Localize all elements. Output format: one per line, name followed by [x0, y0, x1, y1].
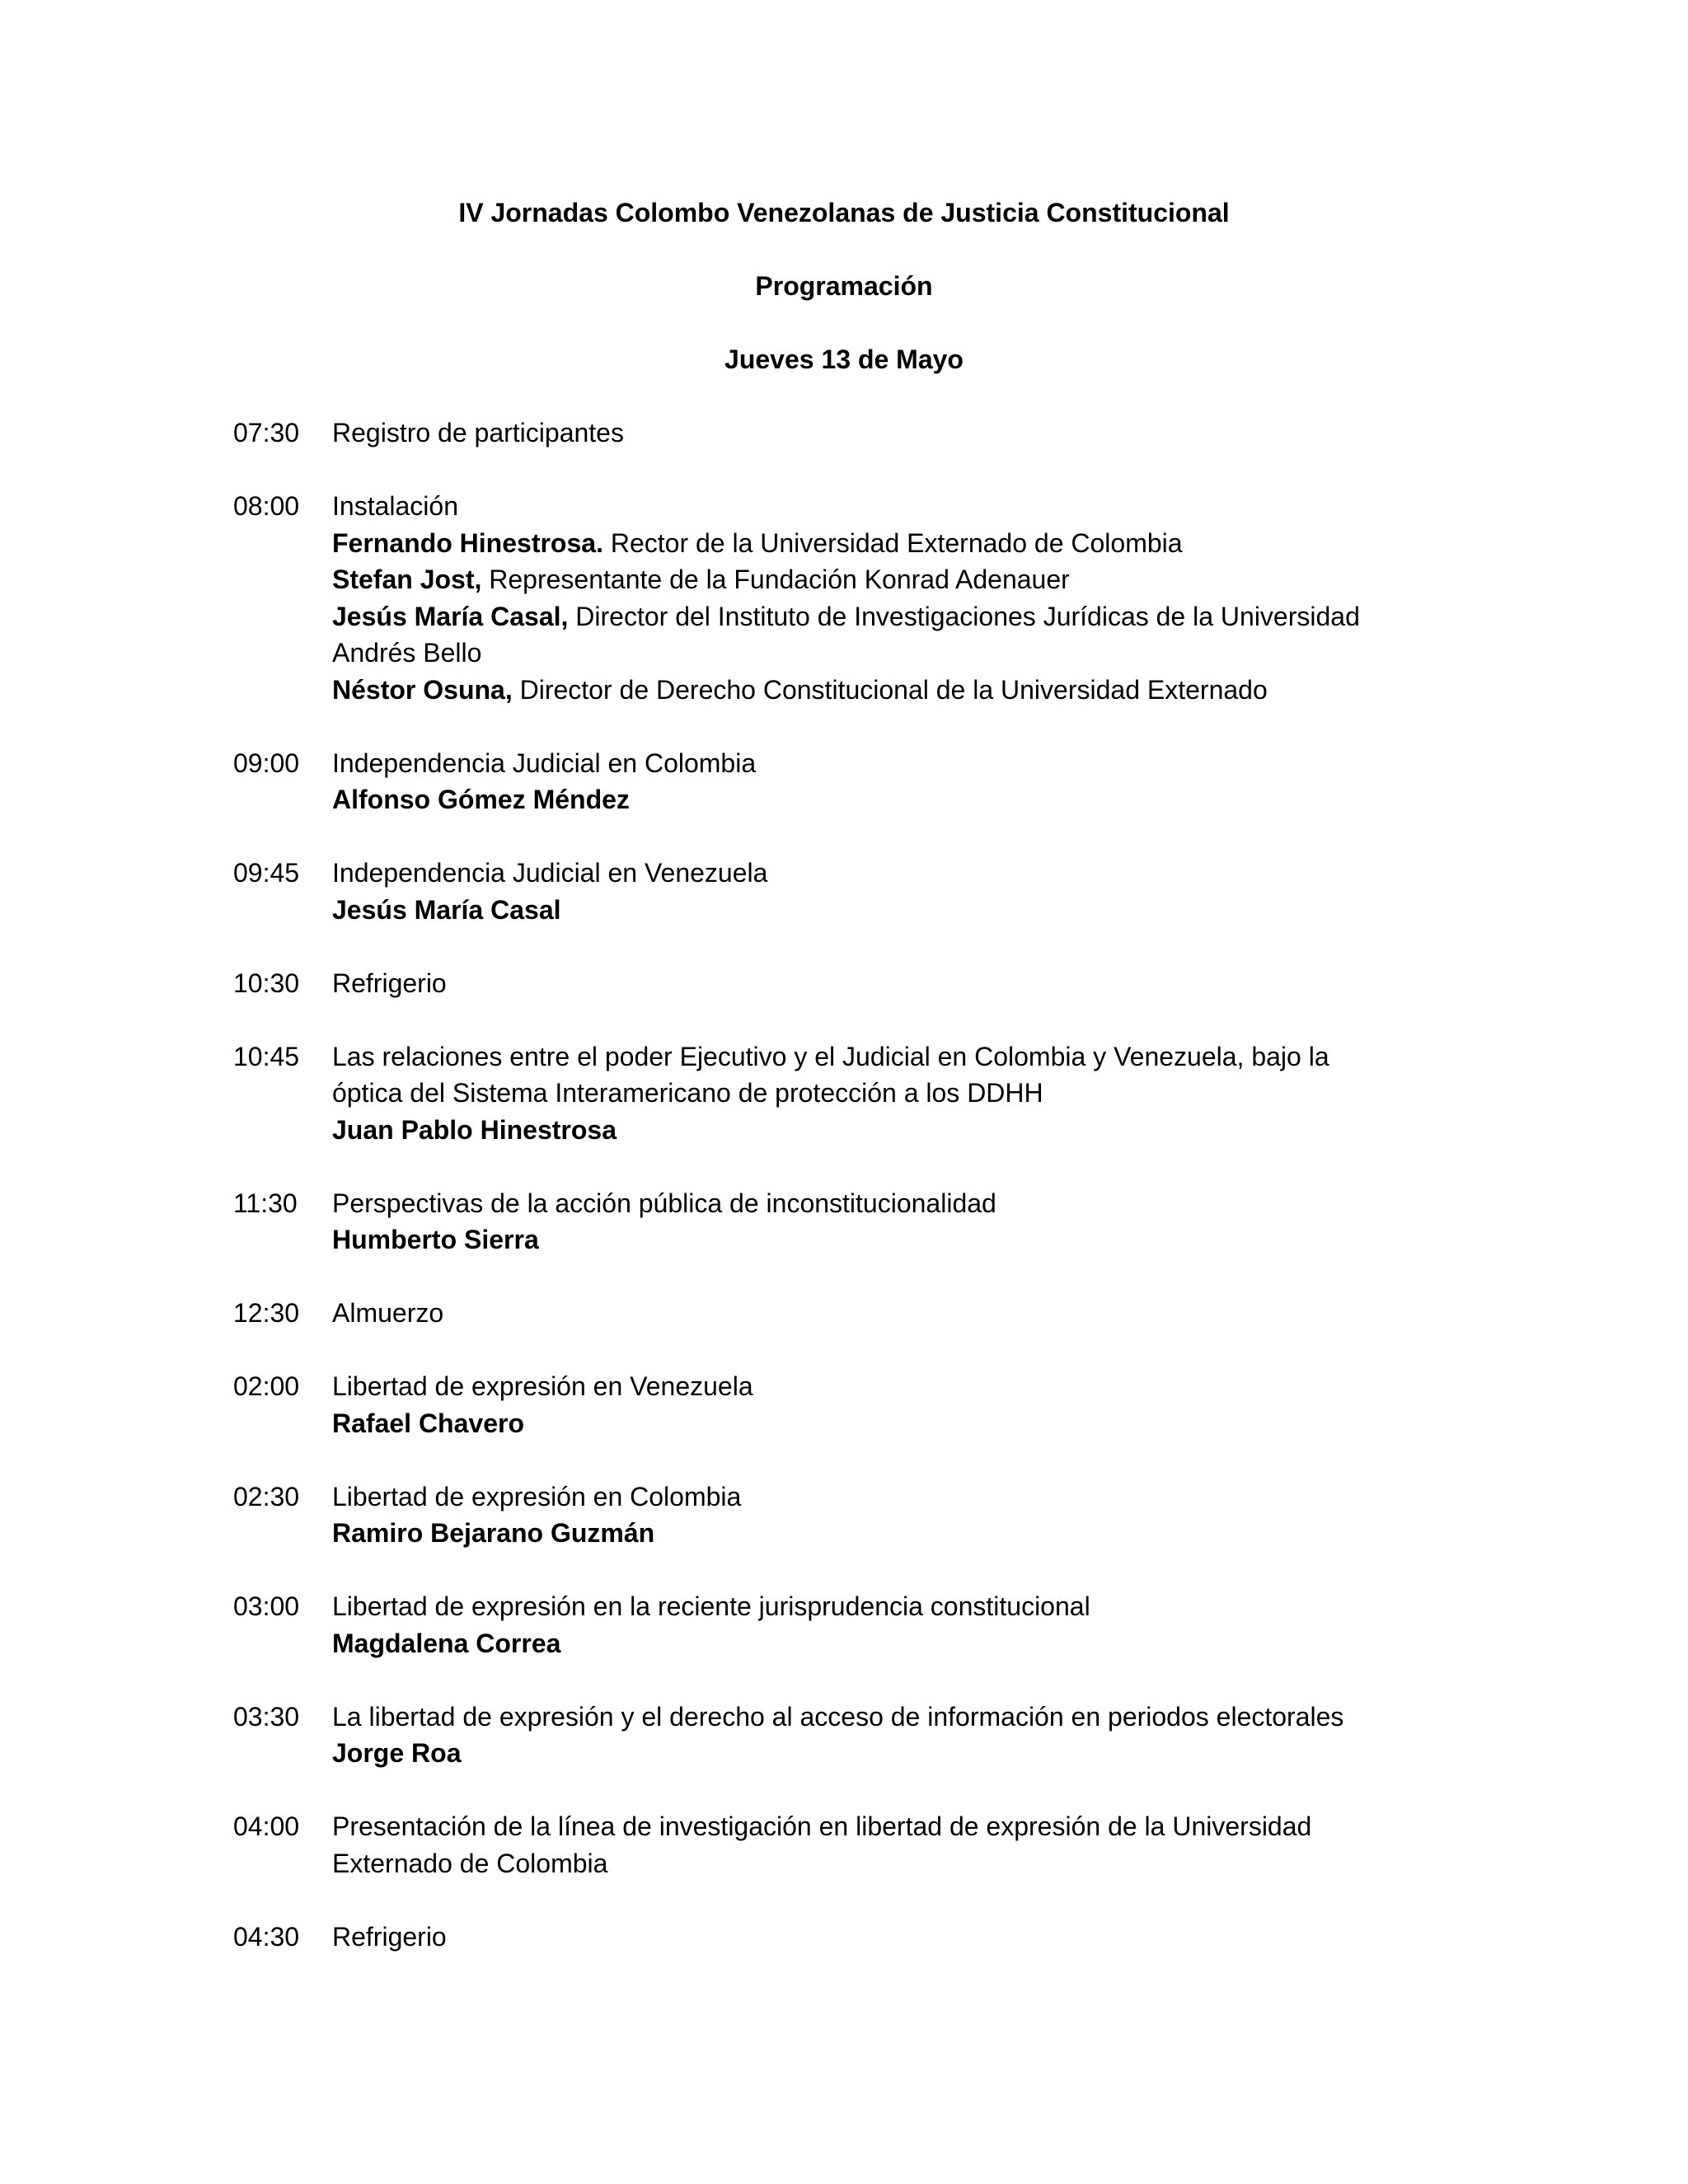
entry-content	[332, 745, 1453, 818]
speaker-role-continuation: Andrés Bello	[332, 638, 482, 668]
entry-content	[332, 415, 1453, 452]
entry-time: 03:30	[233, 1701, 300, 1732]
entry-title: Presentación de la línea de investigación en libertad de expresión de la Universidad	[332, 1811, 1312, 1841]
entry-speaker: Juan Pablo Hinestrosa	[332, 1114, 617, 1145]
entry-content	[332, 1808, 1453, 1882]
schedule-entry	[233, 745, 1453, 818]
entry-title: La libertad de expresión y el derecho al acceso de información en periodos electorales	[332, 1701, 1344, 1732]
entry-title: Independencia Judicial en Venezuela	[332, 858, 768, 888]
installation-speaker	[332, 525, 1453, 562]
entry-title: Independencia Judicial en Colombia	[332, 748, 757, 778]
entry-time: 11:30	[233, 1188, 298, 1218]
entry-speaker: Rafael Chavero	[332, 1408, 524, 1438]
schedule-entry	[233, 1368, 1453, 1441]
document-subtitle: Programación	[755, 271, 933, 301]
entry-title: Libertad de expresión en Colombia	[332, 1481, 742, 1511]
entry-time: 07:30	[233, 418, 300, 448]
entry-speaker: Magdalena Correa	[332, 1628, 561, 1658]
entry-title: Almuerzo	[332, 1298, 444, 1328]
entry-content	[332, 1588, 1453, 1661]
entry-time: 02:00	[233, 1371, 300, 1401]
entry-time: 09:45	[233, 858, 300, 888]
entry-speaker: Jesús María Casal	[332, 894, 561, 925]
entry-title: Perspectivas de la acción pública de inconstitucionalidad	[332, 1188, 996, 1218]
schedule-entry	[233, 1699, 1453, 1772]
entry-content	[332, 1295, 1453, 1332]
entry-time: 12:30	[233, 1298, 300, 1328]
installation-speaker	[332, 561, 1453, 598]
speaker-name: Néstor Osuna,	[332, 674, 513, 705]
installation-speaker	[332, 672, 1453, 709]
entry-content	[332, 1699, 1453, 1772]
installation-speaker	[332, 598, 1453, 635]
entry-speaker: Humberto Sierra	[332, 1225, 539, 1254]
speaker-name: Jesús María Casal,	[332, 601, 569, 631]
schedule-entry	[233, 855, 1453, 928]
speaker-name: Fernando Hinestrosa.	[332, 527, 603, 558]
speaker-role: Rector de la Universidad Externado de Colombia	[603, 527, 1183, 558]
entry-time: 02:30	[233, 1481, 300, 1511]
entry-content	[332, 965, 1453, 1002]
entry-title-continuation: Externado de Colombia	[332, 1848, 608, 1878]
speaker-role: Representante de la Fundación Konrad Adenauer	[481, 565, 1070, 594]
schedule-entry	[233, 1479, 1453, 1552]
speaker-name: Stefan Jost,	[332, 565, 482, 594]
entry-time: 10:45	[233, 1041, 300, 1071]
entry-time: 03:00	[233, 1591, 300, 1621]
schedule-entry	[233, 1588, 1453, 1661]
entry-content	[332, 1185, 1453, 1258]
schedule-entry	[233, 1185, 1453, 1258]
entry-time: 10:30	[233, 968, 300, 998]
schedule-entry	[233, 965, 1453, 1002]
entry-content	[332, 855, 1453, 928]
schedule-entry	[233, 488, 1453, 708]
speaker-role: Director de Derecho Constitucional de la Universidad Externado	[512, 674, 1268, 705]
schedule-entry	[233, 1038, 1453, 1149]
entry-content	[332, 1479, 1453, 1552]
entry-time: 08:00	[233, 491, 300, 521]
entry-speaker: Ramiro Bejarano Guzmán	[332, 1518, 655, 1548]
entry-time: 04:30	[233, 1921, 300, 1952]
entry-content	[332, 1919, 1453, 1956]
entry-title: Registro de participantes	[332, 418, 624, 448]
schedule-entry	[233, 415, 1453, 452]
schedule-entry	[233, 1808, 1453, 1882]
speaker-role: Director del Instituto de Investigaciones Jurídicas de la Universidad	[568, 601, 1360, 631]
schedule-entry	[233, 1919, 1453, 1956]
entry-title: Instalación	[332, 491, 458, 521]
entry-content	[332, 1368, 1453, 1441]
entry-title: Libertad de expresión en la reciente jurisprudencia constitucional	[332, 1591, 1090, 1621]
entry-content	[332, 1038, 1453, 1149]
entry-speaker: Alfonso Gómez Méndez	[332, 785, 630, 814]
entry-speaker: Jorge Roa	[332, 1738, 462, 1768]
entry-time: 09:00	[233, 748, 300, 778]
schedule-entry	[233, 1295, 1453, 1332]
entry-title: Libertad de expresión en Venezuela	[332, 1371, 753, 1401]
entry-title: Refrigerio	[332, 1921, 447, 1952]
document-title: IV Jornadas Colombo Venezolanas de Justicia Constitucional	[458, 198, 1230, 227]
schedule-list	[233, 415, 1453, 1992]
entry-title: Las relaciones entre el poder Ejecutivo y el Judicial en Colombia y Venezuela, bajo la	[332, 1041, 1329, 1071]
entry-time: 04:00	[233, 1811, 300, 1841]
entry-title: Refrigerio	[332, 968, 447, 998]
entry-content	[332, 488, 1453, 708]
schedule-date: Jueves 13 de Mayo	[724, 344, 964, 374]
entry-title-continuation: óptica del Sistema Interamericano de protección a los DDHH	[332, 1078, 1043, 1108]
